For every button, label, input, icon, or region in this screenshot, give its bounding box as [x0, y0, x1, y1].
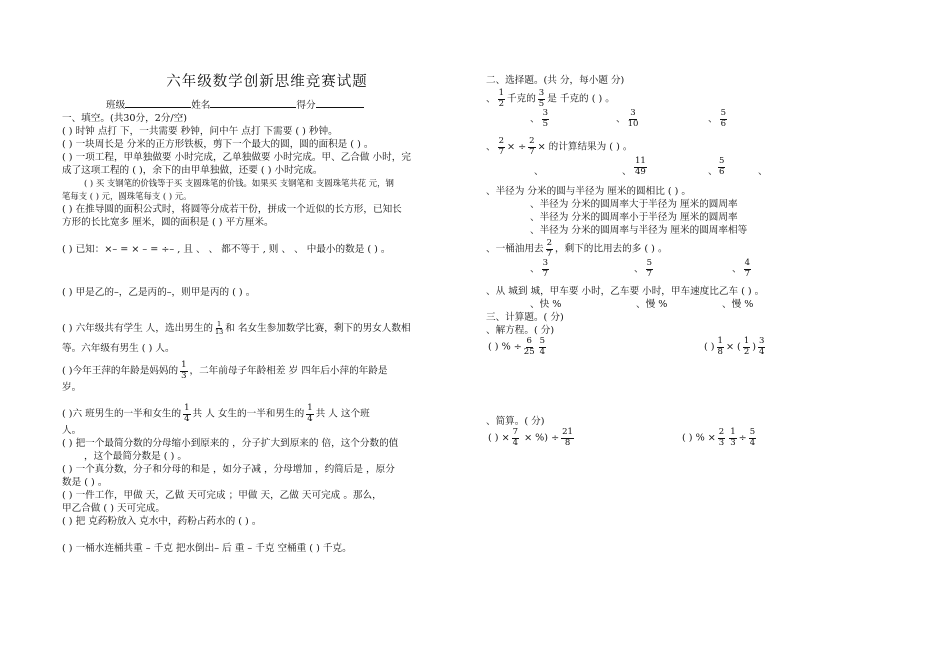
choice-4-options — [486, 259, 886, 285]
choice-3-option-c[interactable]: 、半径为 分米的圆周率与半径为 厘米的圆周率相等 — [530, 225, 748, 236]
choice-1-fraction-a: $\frac{1}{2}$ — [498, 88, 505, 109]
simplify-2: ( ) % × $\frac{2}{3}$ $\frac{1}{3}$ ÷ $\frac{5}{4}$ — [682, 427, 756, 448]
question-9-text: ( )今年王萍的年龄是妈妈的 — [62, 365, 179, 377]
question-3: ( ) 一项工程，甲单独做要 小时完成，乙单独做要 小时完成。甲、乙合做 小时，完 — [62, 152, 411, 163]
choice-4-option-b[interactable]: 、 $\frac{5}{7}$ — [634, 258, 653, 279]
question-8 — [62, 321, 472, 336]
question-8-text: ( ) 六年级共有学生 人，选出男生的 — [62, 323, 213, 334]
question-3-cont: 成了这项工程的 ( )，余下的由甲单独做，还要 ( ) 小时完成。 — [62, 165, 323, 176]
name-field[interactable] — [210, 97, 296, 108]
question-7: ( ) 甲是乙的–，乙是丙的–，则甲是丙的 ( ) 。 — [62, 287, 256, 298]
equations-row — [486, 337, 886, 361]
question-12: ( ) 一个真分数，分子和分母的和是 ，如分子减 ，分母增加 ，约简后是 ，原分 — [62, 464, 395, 475]
question-13: ( ) 一件工作，甲做 天，乙做 天可完成 ；甲做 天，乙做 天可完成 。那么， — [62, 490, 382, 501]
choice-5-options — [486, 298, 886, 311]
section-2-heading: 二、选择题。(共 分，每小题 分) — [486, 75, 625, 86]
question-9-text-2: ，二年前母子年龄相差 岁 四年后小萍的年龄是 — [189, 365, 388, 377]
choice-2-option-c[interactable]: 、 — [708, 166, 718, 177]
left-column — [62, 72, 472, 555]
choice-2-option-b-value: $\frac{11}{49}$ — [635, 156, 646, 177]
choice-2-option-d[interactable]: 、 — [758, 166, 768, 177]
question-8-cont: 等。六年级有男生 ( ) 人。 — [62, 343, 175, 354]
choice-2-fraction-a: $\frac{2}{7}$ — [498, 136, 505, 157]
question-8-fraction: $\frac{1}{13}$ — [214, 320, 224, 336]
equation-1: ( ) % ÷ $\frac{6}{25}$ $\frac{5}{4}$ — [488, 336, 546, 357]
question-2: ( ) 一块周长是 分米的正方形铁板，剪下一个最大的圆，圆的面积是 ( ) 。 — [62, 139, 374, 150]
subsection-equations: 、解方程。( 分) — [486, 325, 555, 336]
choice-1-option-a[interactable]: 、 $\frac{3}{5}$ — [530, 108, 549, 129]
question-9-cont: 岁。 — [62, 382, 82, 393]
class-field[interactable] — [125, 97, 191, 108]
choice-1-fraction-b: $\frac{3}{5}$ — [538, 88, 545, 109]
choice-4-option-a[interactable]: 、 $\frac{3}{7}$ — [530, 258, 549, 279]
question-10-text-3: 共 人 这个班 — [315, 408, 370, 420]
choice-3-option-a[interactable]: 、半径为 分米的圆周率大于半径为 厘米的圆周率 — [530, 199, 738, 210]
question-9-fraction: $\frac{1}{3}$ — [181, 360, 187, 381]
choice-5-option-b[interactable]: 、慢 % — [636, 299, 668, 310]
question-10-fraction-2: $\frac{1}{4}$ — [307, 403, 313, 424]
choice-5: 、从 城到 城，甲车要 小时，乙车要 小时，甲车速度比乙车 ( ) 。 — [486, 286, 765, 297]
choice-5-option-a[interactable]: 、快 % — [530, 299, 562, 310]
score-label: 得分 — [296, 100, 316, 111]
question-5: ( ) 在推导圆的面积公式时，将圆等分成若干份，拼成一个近似的长方形，已知长 — [62, 204, 402, 215]
header-fields — [62, 97, 472, 112]
question-14: ( ) 把 克药粉放入 克水中，药粉占药水的 ( ) 。 — [62, 516, 262, 527]
choice-2: 、 $\frac{2}{7}$ × ÷ $\frac{2}{7}$ × 的计算结果为 ( ) 。 — [486, 136, 633, 157]
question-15: ( ) 一桶水连桶共重 – 千克 把水倒出– 后 重 – 千克 空桶重 ( ) 千克。 — [62, 543, 352, 554]
question-9 — [62, 361, 472, 381]
simplify-row — [486, 428, 886, 454]
question-4: ( ) 买 支钢笔的价钱等于买 支圆珠笔的价钱。如果买 支钢笔和 支圆珠笔共花 元，钢 — [84, 178, 394, 188]
choice-2-fraction-b: $\frac{2}{7}$ — [529, 136, 535, 157]
choice-1-options — [486, 109, 886, 135]
question-12-cont: 数是 ( ) 。 — [62, 477, 108, 488]
question-10-text-2: 共 人 女生的一半和男生的 — [192, 408, 305, 420]
section-1-heading: 一、填空。(共30分，2分/空) — [62, 113, 187, 124]
choice-2-option-b[interactable]: 、 — [622, 166, 632, 177]
question-8-text-2: 和 名女生参加数学比赛，剩下的男女人数相 — [225, 323, 411, 334]
question-5-cont: 方形的长比宽多 厘米，圆的面积是 ( ) 平方厘米。 — [62, 217, 274, 228]
choice-5-option-c[interactable]: 、慢 % — [722, 299, 754, 310]
class-label: 班级 — [106, 100, 126, 111]
choice-2-option-a[interactable]: 、 — [534, 166, 544, 177]
right-column — [486, 74, 886, 454]
question-1: ( ) 时钟 点打 下，一共需要 秒钟，问中午 点打 下需要 ( ) 秒钟。 — [62, 126, 338, 137]
question-6: ( ) 已知：×– = × – = ÷– , 且 、 、 都不等于 , 则 、 、 中最小的数是 ( ) 。 — [62, 244, 391, 255]
choice-4-fraction: $\frac{2}{7}$ — [546, 238, 552, 259]
question-13-cont: 甲乙合做 ( ) 天可完成。 — [62, 503, 165, 514]
question-11: ( ) 把一个最简分数的分母缩小到原来的 ，分子扩大到原来的 倍，这个分数的值 — [62, 438, 399, 449]
section-3-heading: 三、计算题。( 分) — [486, 312, 564, 323]
score-field[interactable] — [316, 97, 364, 108]
choice-3: 、半径为 分米的圆与半径为 厘米的圆相比 ( ) 。 — [486, 186, 692, 197]
choice-4-option-c[interactable]: 、 $\frac{4}{7}$ — [732, 258, 751, 279]
choice-2-options — [486, 157, 886, 185]
choice-1-option-c[interactable]: 、 $\frac{5}{6}$ — [708, 108, 727, 129]
question-10-text: ( )六 班男生的一半和女生的 — [62, 408, 182, 420]
equation-2: ( ) $\frac{1}{8}$ × ( $\frac{1}{2}$ ) $\frac{3}{4}$ — [704, 336, 765, 357]
question-10-fraction-1: $\frac{1}{4}$ — [184, 403, 190, 424]
question-10-cont: 人。 — [62, 425, 82, 436]
simplify-1: ( ) × $\frac{7}{4}$ × %) ÷ $\frac{21}{8}$ — [488, 427, 573, 448]
choice-2-option-c-value: $\frac{5}{6}$ — [719, 156, 725, 177]
subsection-simplify: 、简算。( 分) — [486, 416, 545, 427]
page-title: 六年级数学创新思维竞赛试题 — [166, 74, 368, 90]
choice-3-option-b[interactable]: 、半径为 分米的圆周率小于半径为 厘米的圆周率 — [530, 212, 738, 223]
choice-4: 、一桶油用去 $\frac{2}{7}$ ，剩下的比用去的多 ( ) 。 — [486, 238, 668, 259]
name-label: 姓名 — [191, 100, 211, 111]
question-4-cont: 笔每支 ( ) 元，圆珠笔每支 ( ) 元。 — [62, 191, 192, 201]
question-11-cont: ，这个最简分数是 ( ) 。 — [84, 451, 187, 462]
choice-1-option-b[interactable]: 、 $\frac{3}{10}$ — [616, 108, 639, 129]
question-10 — [62, 404, 472, 424]
choice-1: 、 $\frac{1}{2}$ 千克的 $\frac{3}{5}$ 是 千克的 ( ) 。 — [486, 88, 615, 109]
